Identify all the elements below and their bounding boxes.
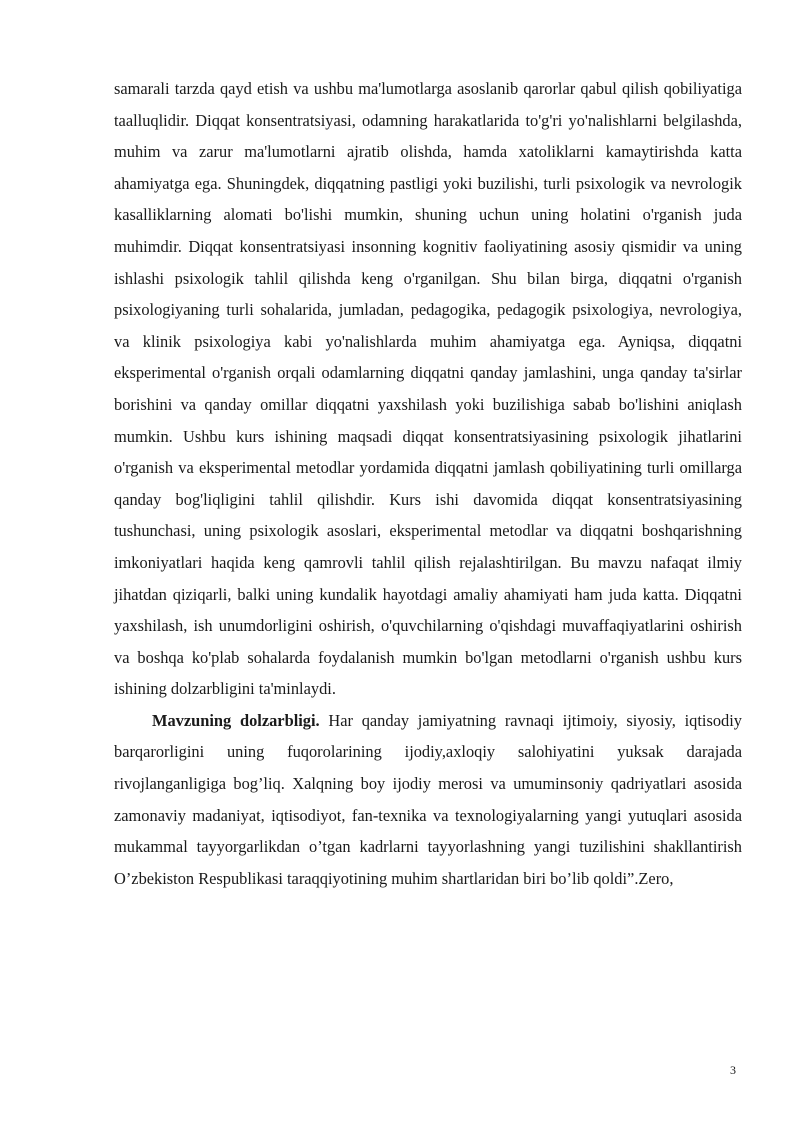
paragraph-relevance-body: Har qanday jamiyatning ravnaqi ijtimoiy, siyosiy, iqtisodiy barqarorligini uning fuqorolarining ijodiy,axloqiy salohiyatini yuksak darajada rivojlanganligiga bog’liq. Xalqning boy ijodiy merosi va umuminsoniy qadriyatlari asosida zamonaviy madaniyat, iqtisodiyot, fan-texnika va texnologiyalarning yangi yutuqlari asosida mukammal tayyorgarlikdan o’tgan kadrlarni tayyorlashning yangi tuzilishini shakllantirish O’zbekiston Respublikasi taraqqiyotining muhim shartlaridan biri bo’lib qoldi”.Zero, bbox=[114, 710, 742, 888]
page-number: 3 bbox=[730, 1063, 736, 1077]
body-text bbox=[114, 73, 742, 894]
paragraph-relevance bbox=[114, 705, 742, 895]
section-heading-relevance: Mavzuning dolzarbligi. bbox=[152, 710, 320, 730]
paragraph-continuation: samarali tarzda qayd etish va ushbu ma'lumotlarga asoslanib qarorlar qabul qilish qobiliyatiga taalluqlidir. Diqqat konsentratsiyasi, odamning harakatlarida to'g'ri yo'nalishlarni belgilashda, muhim va zarur ma'lumotlarni ajratib olishda, hamda xatoliklarni kamaytirishda katta ahamiyatga ega. Shuningdek, diqqatning pastligi yoki buzilishi, turli psixologik va nevrologik kasalliklarning alomati bo'lishi mumkin, shuning uchun uning holatini o'rganish juda muhimdir. Diqqat konsentratsiyasi insonning kognitiv faoliyatining asosiy qismidir va uning ishlashi psixologik tahlil qilishda keng o'rganilgan. Shu bilan birga, diqqatni o'rganish psixologiyaning turli sohalarida, jumladan, pedagogika, pedagogik psixologiya, nevrologiya, va klinik psixologiya kabi yo'nalishlarda muhim ahamiyatga ega. Ayniqsa, diqqatni eksperimental o'rganish orqali odamlarning diqqatni qanday jamlashini, unga qanday ta'sirlar borishini va qanday omillar diqqatni yaxshilash yoki buzilishiga sabab bo'lishini aniqlash mumkin. Ushbu kurs ishining maqsadi diqqat konsentratsiyasining psixologik jihatlarini o'rganish va eksperimental metodlar yordamida diqqatni jamlash qobiliyatining turli omillarga qanday bog'liqligini tahlil qilishdir. Kurs ishi davomida diqqat konsentratsiyasining tushunchasi, uning psixologik asoslari, eksperimental metodlar va diqqatni boshqarishning imkoniyatlari haqida keng qamrovli tahlil qilish rejalashtirilgan. Bu mavzu nafaqat ilmiy jihatdan qiziqarli, balki uning kundalik hayotdagi amaliy ahamiyati ham juda katta. Diqqatni yaxshilash, ish unumdorligini oshirish, o'quvchilarning o'qishdagi muvaffaqiyatlarini oshirish va boshqa ko'plab sohalarda foydalanish mumkin bo'lgan metodlarni o'rganish ushbu kurs ishining dolzarbligini ta'minlaydi. bbox=[114, 79, 742, 699]
